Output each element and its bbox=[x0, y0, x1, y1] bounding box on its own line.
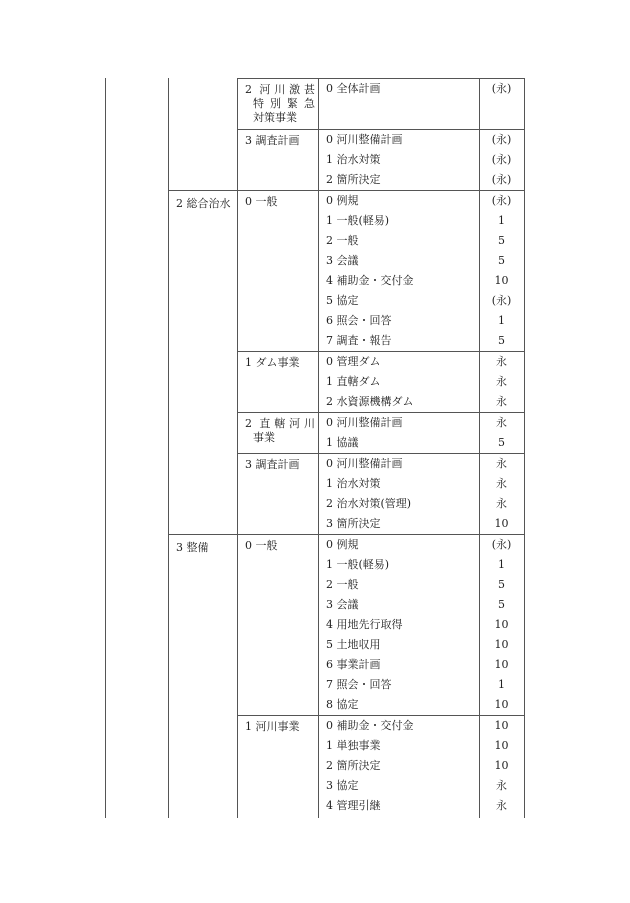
category-group bbox=[106, 190, 524, 534]
mid-category-label: 2 総合治水 bbox=[176, 197, 231, 210]
section-label-line: 事業 bbox=[253, 431, 275, 444]
item-name: 1 治水対策 bbox=[326, 477, 381, 490]
item-name: 3 会議 bbox=[326, 254, 359, 267]
retention-period: (永) bbox=[491, 294, 512, 307]
item-name: 3 会議 bbox=[326, 598, 359, 611]
retention-period: 10 bbox=[494, 638, 509, 651]
section-label-cell bbox=[238, 413, 319, 453]
item-list bbox=[319, 79, 524, 129]
section-label-cell bbox=[238, 79, 319, 129]
section-label-line: 2 直轄河川 bbox=[245, 417, 315, 430]
table-row bbox=[319, 291, 524, 311]
item-name: 8 協定 bbox=[326, 698, 359, 711]
item-name: 4 補助金・交付金 bbox=[326, 274, 414, 287]
section-label-line: 対策事業 bbox=[253, 111, 297, 124]
retention-period: 永 bbox=[496, 779, 507, 792]
retention-period: 永 bbox=[496, 355, 507, 368]
item-name: 0 管理ダム bbox=[326, 355, 381, 368]
retention-period: 10 bbox=[494, 274, 509, 287]
item-name: 0 例規 bbox=[326, 538, 359, 551]
retention-period: (永) bbox=[491, 173, 512, 186]
retention-period: 10 bbox=[494, 739, 509, 752]
section-label-cell bbox=[238, 191, 319, 351]
section-list bbox=[238, 534, 524, 818]
table-row bbox=[319, 474, 524, 494]
section-label: 1 河川事業 bbox=[245, 720, 300, 733]
item-name: 7 調査・報告 bbox=[326, 334, 392, 347]
mid-category-cell bbox=[169, 190, 238, 534]
item-name: 4 用地先行取得 bbox=[326, 618, 403, 631]
item-name: 1 協議 bbox=[326, 436, 359, 449]
item-name: 1 直轄ダム bbox=[326, 375, 381, 388]
retention-period: 5 bbox=[498, 598, 505, 611]
retention-period: 永 bbox=[496, 477, 507, 490]
item-name: 3 箇所決定 bbox=[326, 517, 381, 530]
table-row bbox=[319, 655, 524, 675]
retention-period: 永 bbox=[496, 416, 507, 429]
table-row bbox=[319, 635, 524, 655]
item-name: 2 一般 bbox=[326, 578, 359, 591]
item-name: 3 協定 bbox=[326, 779, 359, 792]
item-name: 2 治水対策(管理) bbox=[326, 497, 412, 510]
retention-period: 10 bbox=[494, 658, 509, 671]
section-label: 1 ダム事業 bbox=[245, 356, 300, 369]
table-row bbox=[319, 150, 524, 170]
section bbox=[238, 715, 524, 818]
retention-period: (永) bbox=[491, 194, 512, 207]
section-list bbox=[238, 78, 524, 190]
table-row bbox=[319, 595, 524, 615]
item-name: 6 事業計画 bbox=[326, 658, 381, 671]
section-label: 0 一般 bbox=[245, 539, 278, 552]
retention-period: (永) bbox=[491, 538, 512, 551]
retention-period: 永 bbox=[496, 375, 507, 388]
item-name: 2 一般 bbox=[326, 234, 359, 247]
retention-period: 永 bbox=[496, 457, 507, 470]
item-name: 0 河川整備計画 bbox=[326, 457, 403, 470]
outer-category-cell bbox=[106, 78, 169, 190]
item-name: 0 例規 bbox=[326, 194, 359, 207]
table-row bbox=[319, 392, 524, 412]
retention-period: 10 bbox=[494, 517, 509, 530]
retention-period: 永 bbox=[496, 799, 507, 812]
table-row bbox=[319, 575, 524, 595]
item-name: 0 河川整備計画 bbox=[326, 416, 403, 429]
item-name: 2 箇所決定 bbox=[326, 759, 381, 772]
item-list bbox=[319, 352, 524, 412]
table-row bbox=[319, 716, 524, 736]
item-list bbox=[319, 535, 524, 715]
retention-period: 1 bbox=[498, 214, 505, 227]
table-row bbox=[319, 675, 524, 695]
item-list bbox=[319, 716, 524, 818]
retention-period: 永 bbox=[496, 395, 507, 408]
item-name: 4 管理引継 bbox=[326, 799, 381, 812]
table-row bbox=[319, 130, 524, 150]
retention-period: 1 bbox=[498, 558, 505, 571]
retention-period: 5 bbox=[498, 334, 505, 347]
section-label: 0 一般 bbox=[245, 195, 278, 208]
section bbox=[238, 351, 524, 412]
table-row bbox=[319, 79, 524, 99]
table-row bbox=[319, 454, 524, 474]
item-name: 2 水資源機構ダム bbox=[326, 395, 414, 408]
item-list bbox=[319, 413, 524, 453]
section-label: 3 調査計画 bbox=[245, 134, 300, 147]
section bbox=[238, 535, 524, 715]
outer-category-cell bbox=[106, 190, 169, 534]
section-label-cell bbox=[238, 352, 319, 412]
item-name: 1 治水対策 bbox=[326, 153, 381, 166]
item-list bbox=[319, 454, 524, 534]
table-row bbox=[319, 231, 524, 251]
table-row bbox=[319, 271, 524, 291]
table-row bbox=[319, 555, 524, 575]
retention-period: (永) bbox=[491, 153, 512, 166]
retention-period: 1 bbox=[498, 678, 505, 691]
retention-period: 5 bbox=[498, 578, 505, 591]
category-group bbox=[106, 78, 524, 190]
item-name: 1 一般(軽易) bbox=[326, 214, 390, 227]
table-row bbox=[319, 736, 524, 756]
retention-period: 永 bbox=[496, 497, 507, 510]
item-name: 6 照会・回答 bbox=[326, 314, 392, 327]
section-label: 3 調査計画 bbox=[245, 458, 300, 471]
section bbox=[238, 191, 524, 351]
mid-category-label: 3 整備 bbox=[176, 541, 209, 554]
section-label-cell bbox=[238, 130, 319, 190]
table-row bbox=[319, 311, 524, 331]
period-column-rule bbox=[479, 78, 480, 818]
table-row bbox=[319, 413, 524, 433]
item-list bbox=[319, 191, 524, 351]
item-name: 7 照会・回答 bbox=[326, 678, 392, 691]
item-name: 2 箇所決定 bbox=[326, 173, 381, 186]
item-name: 0 補助金・交付金 bbox=[326, 719, 414, 732]
table-row bbox=[319, 170, 524, 190]
retention-period: 10 bbox=[494, 698, 509, 711]
table-row bbox=[319, 695, 524, 715]
section bbox=[238, 129, 524, 190]
retention-period: (永) bbox=[491, 82, 512, 95]
table-row bbox=[319, 615, 524, 635]
table-row bbox=[319, 494, 524, 514]
retention-period: 10 bbox=[494, 759, 509, 772]
retention-period: 10 bbox=[494, 719, 509, 732]
section-label-cell bbox=[238, 716, 319, 818]
retention-period: 10 bbox=[494, 618, 509, 631]
mid-category-cell bbox=[169, 534, 238, 818]
retention-period: 5 bbox=[498, 436, 505, 449]
retention-schedule-table bbox=[105, 78, 525, 818]
table-row bbox=[319, 352, 524, 372]
table-row bbox=[319, 331, 524, 351]
retention-period: 1 bbox=[498, 314, 505, 327]
item-list bbox=[319, 130, 524, 190]
item-name: 0 全体計画 bbox=[326, 82, 381, 95]
item-name: 5 土地収用 bbox=[326, 638, 381, 651]
retention-period: (永) bbox=[491, 133, 512, 146]
table-row bbox=[319, 796, 524, 816]
table-row bbox=[319, 251, 524, 271]
item-name: 0 河川整備計画 bbox=[326, 133, 403, 146]
retention-period: 5 bbox=[498, 254, 505, 267]
item-name: 1 単独事業 bbox=[326, 739, 381, 752]
section bbox=[238, 79, 524, 129]
retention-period: 5 bbox=[498, 234, 505, 247]
table-row bbox=[319, 372, 524, 392]
item-name: 1 一般(軽易) bbox=[326, 558, 390, 571]
table-row bbox=[319, 514, 524, 534]
table-row bbox=[319, 191, 524, 211]
outer-category-cell bbox=[106, 534, 169, 818]
section-label-line: 2 河川激甚 bbox=[245, 83, 315, 96]
section bbox=[238, 453, 524, 534]
section-label-cell bbox=[238, 535, 319, 715]
section-label-cell bbox=[238, 454, 319, 534]
table-row bbox=[319, 756, 524, 776]
item-name: 5 協定 bbox=[326, 294, 359, 307]
table-row bbox=[319, 776, 524, 796]
table-row bbox=[319, 211, 524, 231]
category-group bbox=[106, 534, 524, 818]
section-label-line: 特別緊急 bbox=[253, 97, 315, 110]
section bbox=[238, 412, 524, 453]
table-row bbox=[319, 433, 524, 453]
table-row bbox=[319, 535, 524, 555]
section-list bbox=[238, 190, 524, 534]
mid-category-cell bbox=[169, 78, 238, 190]
